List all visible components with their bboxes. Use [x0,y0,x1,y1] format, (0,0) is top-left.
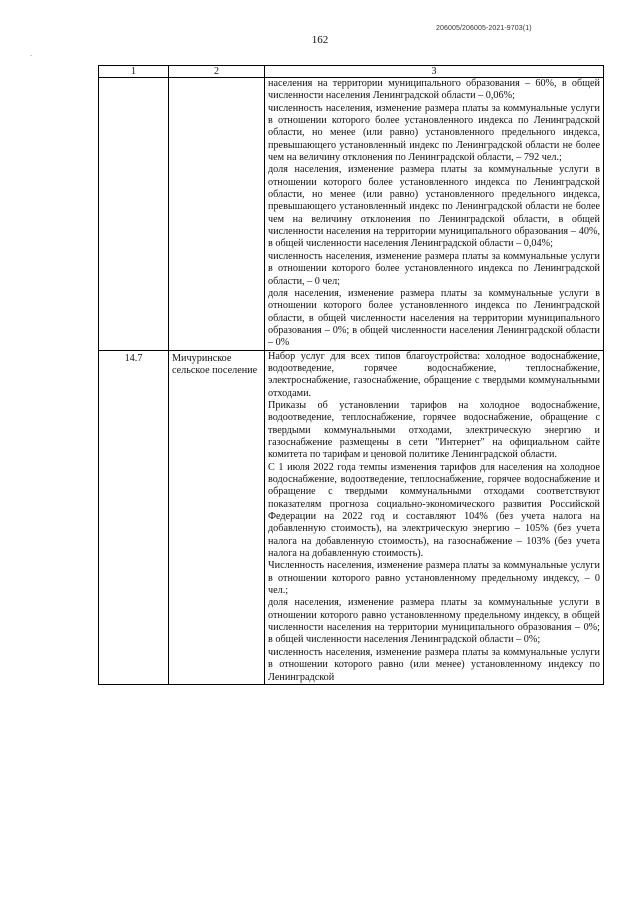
municipality-name [169,78,265,351]
paragraph: Численность населения, изменение размера платы за коммунальные услуги в отношении которого равно установленному предельному индексу, – 0 чел.; [268,560,600,597]
paragraph: численность населения, изменение размера платы за коммунальные услуги в отношении которого более установленного индекса по Ленинградской области, – 0 чел; [268,250,600,287]
paragraph: доля населения, изменение размера платы за коммунальные услуги в отношении которого равно установленному предельному индексу, в общей численности населения на территории муниципального образования – 0%; в общей численности населения Ленинградской области – 0%; [268,597,600,646]
header-col-1: 1 [99,66,169,78]
paragraph: численность населения, изменение размера платы за коммунальные услуги в отношении которого более установленного индекса по Ленинградской области, но менее (или равно) установленного предельного индекса, превышающего установленный индекс по Ленинградской области не более чем на величину отклонения по Ленинградской области, – 792 чел.; [268,102,600,164]
row-description [265,78,604,351]
paragraph: Набор услуг для всех типов благоустройства: холодное водоснабжение, водоотведение, горячее водоснабжение, теплоснабжение, электроснабжение, газоснабжение, обращение с твердыми коммунальными отходами. [268,350,600,399]
paragraph: С 1 июля 2022 года темпы изменения тарифов для населения на холодное водоснабжение, водоотведение, теплоснабжение, горячее водоснабжение и обращение с твердыми коммунальными отходами соответствуют показателям прогноза социально-экономического развития Российской Федерации на 2022 год и составляют 104% (без учета налога на добавленную стоимость), на электрическую энергию – 105% (без учета налога на добавленную стоимость), на газоснабжение – 103% (без учета налога на добавленную стоимость). [268,461,600,560]
row-number [99,78,169,351]
paragraph: населения на территории муниципального образования – 60%, в общей численности населения Ленинградской области – 0,06%; [268,78,600,102]
paragraph: Приказы об установлении тарифов на холодное водоснабжение, водоотведение, теплоснабжение, горячее водоснабжение, обращение с твердыми коммунальными отходами, электрическую энергию и газоснабжение размещены в сети "Интернет" на официальном сайте комитета по тарифам и ценовой политике Ленинградской области. [268,399,600,461]
row-description [265,350,604,684]
header-col-3: 3 [265,66,604,78]
table-row-14-7 [99,350,604,684]
paragraph: численность населения, изменение размера платы за коммунальные услуги в отношении которого равно (или менее) установленному индексу по Ленинградской [268,646,600,683]
header-col-2: 2 [169,66,265,78]
document-id: 206005/206005-2021-9703(1) [436,25,532,32]
table-header-row [99,66,604,78]
paragraph: доля населения, изменение размера платы за коммунальные услуги в отношении которого более установленного индекса по Ленинградской области, но менее (или равно) установленного предельного индекса, превышающего установленный индекс по Ленинградской области не более чем на величину отклонения по Ленинградской области, в общей численности населения на территории муниципального образования – 40%, в общей численности населения Ленинградской области – 0,04%; [268,164,600,250]
municipality-name: Мичуринское сельское поселение [169,350,265,684]
page-number: 162 [311,34,329,46]
paragraph: доля населения, изменение размера платы за коммунальные услуги в отношении которого более установленного индекса по Ленинградской области, в общей численности населения на территории муниципального образования – 0%; в общей численности населения Ленинградской области – 0% [268,287,600,349]
tariff-table [98,65,604,685]
margin-mark: - [30,51,33,59]
row-number: 14.7 [99,350,169,684]
table-row-continuation [99,78,604,351]
